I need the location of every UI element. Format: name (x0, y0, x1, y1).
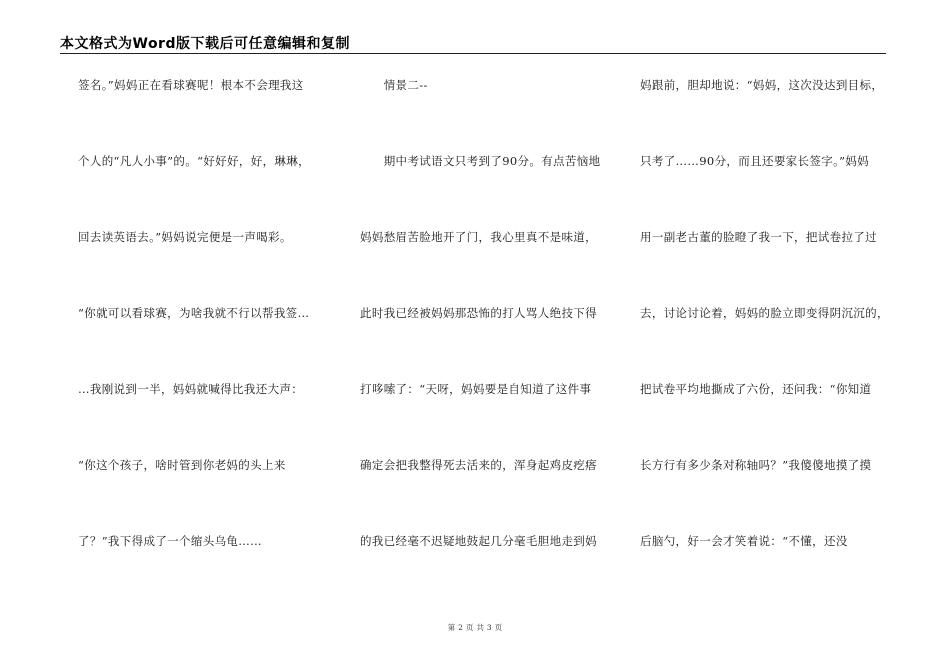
text-line: 期中考试语文只考到了90分。有点苦恼地 (360, 154, 601, 168)
text-line: 把试卷平均地撕成了六份，还问我：“你知道 (640, 382, 872, 396)
text-line: 只考了……90分，而且还要家长签字。”妈妈 (640, 154, 870, 168)
text-line: 回去读英语去。”妈妈说完便是一声喝彩。 (78, 230, 292, 244)
text-line: 打哆嗦了：“天呀，妈妈要是自知道了这件事 (360, 382, 592, 396)
text-line: 个人的“凡人小事”的。“好好好，好，琳琳， (78, 154, 310, 168)
text-line: 妈妈愁眉苦脸地开了门，我心里真不是味道， (360, 230, 597, 244)
text-line: 签名。”妈妈正在看球赛呢！根本不会理我这 (78, 78, 304, 92)
text-line: 去，讨论讨论着，妈妈的脸立即变得阴沉沉的， (640, 306, 889, 320)
text-line: “你就可以看球赛，为啥我就不行以帮我签… (78, 306, 310, 320)
text-line: 用一副老古董的脸瞪了我一下，把试卷拉了过 (640, 230, 877, 244)
text-column-2 (360, 76, 622, 608)
header-divider (60, 53, 886, 54)
page-number-footer: 第 2 页 共 3 页 (447, 623, 503, 632)
text-line: 的我已经毫不迟疑地鼓起几分毫毛胆地走到妈 (360, 534, 597, 548)
text-line: 妈跟前，胆却地说：“妈妈，这次没达到目标， (640, 78, 884, 92)
text-column-1 (78, 76, 340, 608)
document-header-title: 本文格式为Word版下载后可任意编辑和复制 (60, 36, 350, 52)
text-line: 后脑勺，好一会才笑着说：“不懂，还没 (640, 534, 848, 548)
text-column-3 (640, 76, 890, 608)
text-line: 了？”我下得成了一个缩头乌龟…… (78, 534, 262, 548)
text-line: …我刚说到一半，妈妈就喊得比我还大声： (78, 382, 304, 396)
text-line: 此时我已经被妈妈那恐怖的打人骂人绝技下得 (360, 306, 597, 320)
text-line: 情景二-- (360, 78, 428, 92)
text-line: “你这个孩子，啥时管到你老妈的头上来 (78, 458, 286, 472)
text-line: 确定会把我整得死去活来的，浑身起鸡皮疙瘩 (360, 458, 597, 472)
text-line: 长方行有多少条对称轴吗？”我傻傻地摸了摸 (640, 458, 872, 472)
